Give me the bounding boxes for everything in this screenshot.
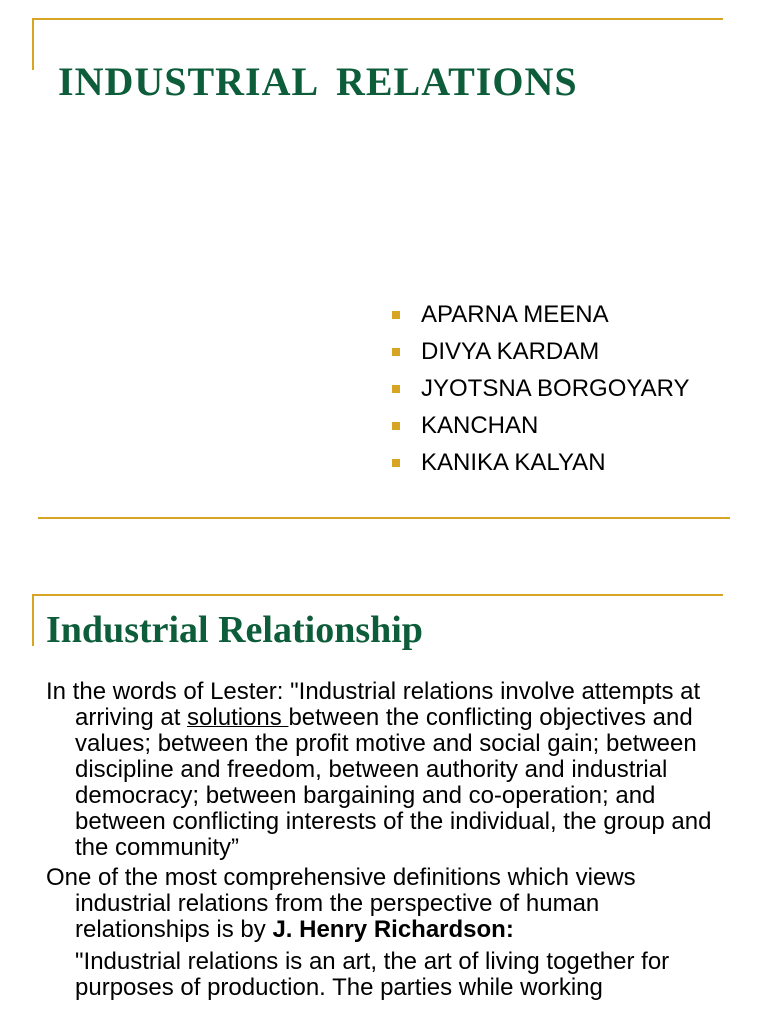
slide-frame-left-border: [32, 18, 34, 70]
square-bullet-icon: [392, 422, 400, 430]
presenter-name: DIVYA KARDAM: [421, 338, 600, 365]
slide-title: INDUSTRIAL RELATIONS: [58, 59, 578, 104]
lester-definition-paragraph: [46, 679, 736, 861]
slide-frame-top-border: [32, 18, 723, 20]
presenter-name: JYOTSNA BORGOYARY: [421, 375, 690, 402]
presenter-item: [392, 444, 690, 481]
content-slide: [0, 576, 768, 1024]
slide-bottom-divider: [38, 517, 730, 519]
slide-body: [46, 679, 736, 1001]
square-bullet-icon: [392, 348, 400, 356]
square-bullet-icon: [392, 459, 400, 467]
paragraph-text: One of the most comprehensive definitions which views industrial relations from the perspective of human relationships is by: [46, 864, 636, 943]
presenter-item: [392, 296, 690, 333]
underlined-word: solutions: [187, 704, 289, 731]
richardson-quote-paragraph: [46, 949, 736, 1001]
paragraph-text: between the conflicting objectives and values; between the profit motive and social gain; between discipline and freedom, between authority and industrial democracy; between bargaining and co-operation; and between conflicting interests of the individual, the group and the community”: [75, 704, 712, 861]
paragraph-text: In the words of Lester: "Industrial relations involve attempts at arriving at: [46, 678, 701, 731]
presenter-name: KANIKA KALYAN: [421, 449, 606, 476]
slide-frame-top-border: [32, 594, 723, 596]
presenter-item: [392, 333, 690, 370]
author-name: J. Henry Richardson:: [272, 916, 514, 943]
presenter-list: [392, 296, 690, 481]
presenter-name: APARNA MEENA: [421, 301, 609, 328]
slide-frame-left-border: [32, 594, 34, 646]
square-bullet-icon: [392, 311, 400, 319]
presenter-item: [392, 370, 690, 407]
presenter-name: KANCHAN: [421, 412, 539, 439]
richardson-intro-paragraph: [46, 865, 736, 943]
square-bullet-icon: [392, 385, 400, 393]
presenter-item: [392, 407, 690, 444]
slide-title: Industrial Relationship: [46, 609, 423, 651]
paragraph-text: "Industrial relations is an art, the art of living together for purposes of production. The parties while working: [75, 948, 670, 1001]
